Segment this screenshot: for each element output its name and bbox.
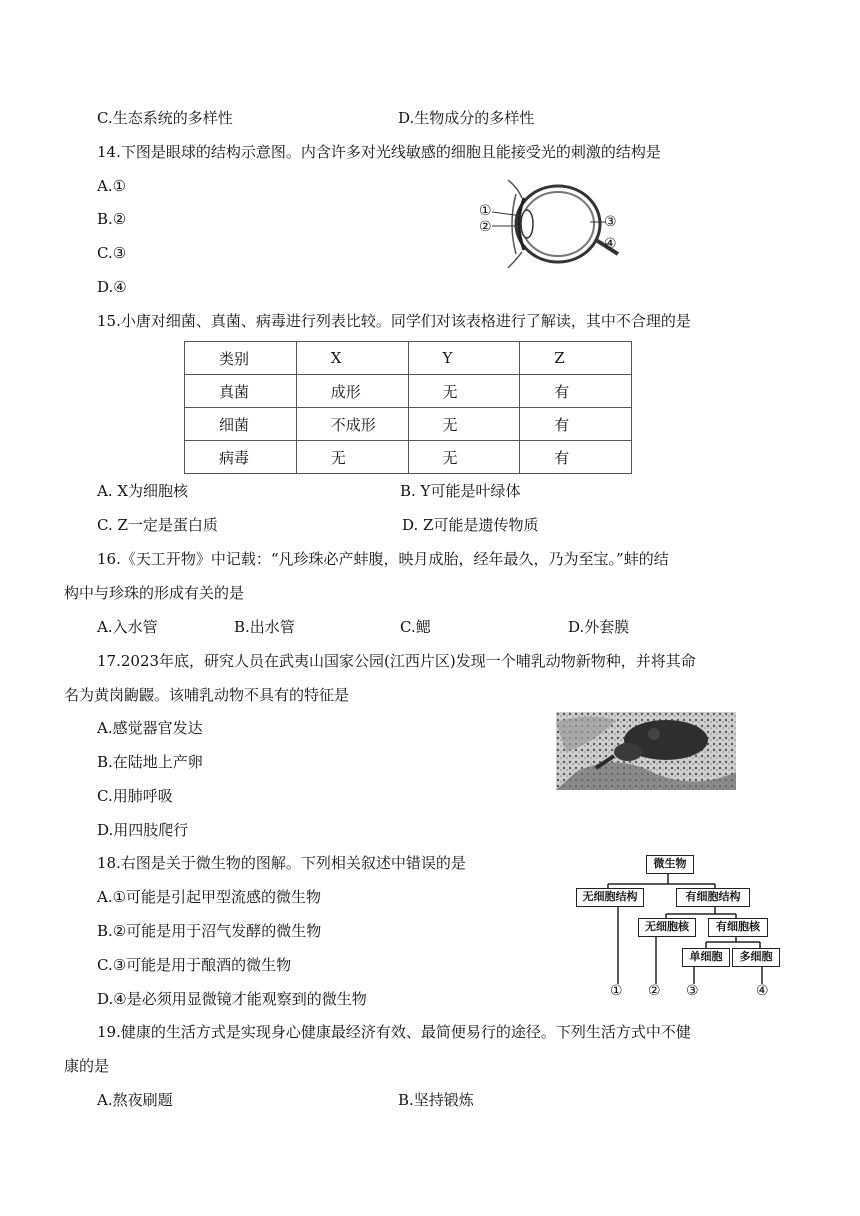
- diagram-has-nucleus-box: 有细胞核: [708, 918, 768, 937]
- q15-stem: 15.小唐对细菌、真菌、病毒进行列表比较。同学们对该表格进行了解读，其中不合理的是: [97, 312, 691, 330]
- table-header-cell: Y: [408, 342, 520, 375]
- q14-option-c: C.③: [97, 244, 127, 262]
- eye-label-2: ②: [479, 219, 492, 235]
- diagram-leaf-4: ④: [756, 983, 769, 999]
- q17-option-c: C.用肺呼吸: [97, 787, 173, 805]
- q14-option-b: B.②: [97, 210, 127, 228]
- table-cell: 有: [520, 441, 632, 474]
- diagram-leaf-3: ③: [686, 983, 699, 999]
- table-cell: 无: [408, 375, 520, 408]
- table-cell: 病毒: [185, 441, 297, 474]
- eye-label-1: ①: [479, 203, 492, 219]
- q17-stem-line2: 名为黄岗鼩鼹。该哺乳动物不具有的特征是: [64, 686, 350, 704]
- table-header-cell: X: [296, 342, 408, 375]
- q17-option-d: D.用四肢爬行: [97, 821, 189, 839]
- q18-option-d: D.④是必须用显微镜才能观察到的微生物: [97, 990, 367, 1008]
- microbe-diagram: [570, 850, 790, 1000]
- q19-stem-line1: 19.健康的生活方式是实现身心健康最经济有效、最简便易行的途径。下列生活方式中不健: [97, 1023, 691, 1041]
- q18-option-b: B.②可能是用于沼气发酵的微生物: [97, 922, 322, 940]
- table-cell: 不成形: [296, 408, 408, 441]
- q15-option-a: A. X为细胞核: [97, 482, 189, 500]
- table-row: [185, 441, 632, 474]
- q14-option-d: D.④: [97, 278, 127, 296]
- q14-option-a: A.①: [97, 177, 127, 195]
- comparison-table: [184, 341, 632, 474]
- q15-option-d: D. Z可能是遗传物质: [402, 516, 539, 534]
- diagram-unicellular-box: 单细胞: [682, 948, 730, 967]
- mole-image: [556, 712, 736, 790]
- eye-label-3: ③: [604, 214, 617, 230]
- table-header-cell: Z: [520, 342, 632, 375]
- table-cell: 无: [408, 441, 520, 474]
- table-header-cell: 类别: [185, 342, 297, 375]
- q16-option-d: D.外套膜: [568, 618, 630, 636]
- table-cell: 无: [408, 408, 520, 441]
- q14-stem: 14.下图是眼球的结构示意图。内含许多对光线敏感的细胞且能接受光的刺激的结构是: [97, 143, 661, 161]
- table-header-row: [185, 342, 632, 375]
- q13-option-c: C.生态系统的多样性: [97, 109, 233, 127]
- diagram-multicellular-box: 多细胞: [732, 948, 780, 967]
- q16-stem-line2: 构中与珍珠的形成有关的是: [64, 584, 245, 602]
- table-cell: 成形: [296, 375, 408, 408]
- diagram-leaf-2: ②: [648, 983, 661, 999]
- q17-option-b: B.在陆地上产卵: [97, 753, 203, 771]
- q18-stem: 18.右图是关于微生物的图解。下列相关叙述中错误的是: [97, 854, 466, 872]
- table-row: [185, 375, 632, 408]
- diagram-leaf-1: ①: [610, 983, 623, 999]
- q16-option-c: C.鳃: [400, 618, 431, 636]
- q18-option-a: A.①可能是引起甲型流感的微生物: [97, 888, 322, 906]
- q19-stem-line2: 康的是: [64, 1057, 110, 1075]
- q16-option-b: B.出水管: [234, 618, 295, 636]
- table-cell: 真菌: [185, 375, 297, 408]
- q13-option-d: D.生物成分的多样性: [398, 109, 535, 127]
- table-cell: 有: [520, 408, 632, 441]
- table-cell: 有: [520, 375, 632, 408]
- table-cell: 无: [296, 441, 408, 474]
- q19-option-a: A.熬夜刷题: [97, 1091, 173, 1109]
- diagram-has-cell-structure-box: 有细胞结构: [676, 888, 750, 907]
- table-row: [185, 408, 632, 441]
- q15-option-c: C. Z一定是蛋白质: [97, 516, 218, 534]
- diagram-no-nucleus-box: 无细胞核: [638, 918, 696, 937]
- diagram-root-box: 微生物: [646, 855, 694, 874]
- diagram-no-cell-structure-box: 无细胞结构: [576, 888, 644, 907]
- q16-stem-line1: 16.《天工开物》中记载：“凡珍珠必产蚌腹，映月成胎，经年最久，乃为至宝。”蚌的结: [97, 550, 669, 568]
- table-cell: 细菌: [185, 408, 297, 441]
- q17-stem-line1: 17.2023年底，研究人员在武夷山国家公园(江西片区)发现一个哺乳动物新物种，并将其命: [97, 652, 696, 670]
- q18-option-c: C.③可能是用于酿酒的微生物: [97, 956, 292, 974]
- q16-option-a: A.入水管: [97, 618, 158, 636]
- mole-photo: [556, 712, 736, 790]
- eye-label-4: ④: [604, 236, 617, 252]
- q17-option-a: A.感觉器官发达: [97, 719, 203, 737]
- q19-option-b: B.坚持锻炼: [398, 1091, 474, 1109]
- q15-option-b: B. Y可能是叶绿体: [400, 482, 521, 500]
